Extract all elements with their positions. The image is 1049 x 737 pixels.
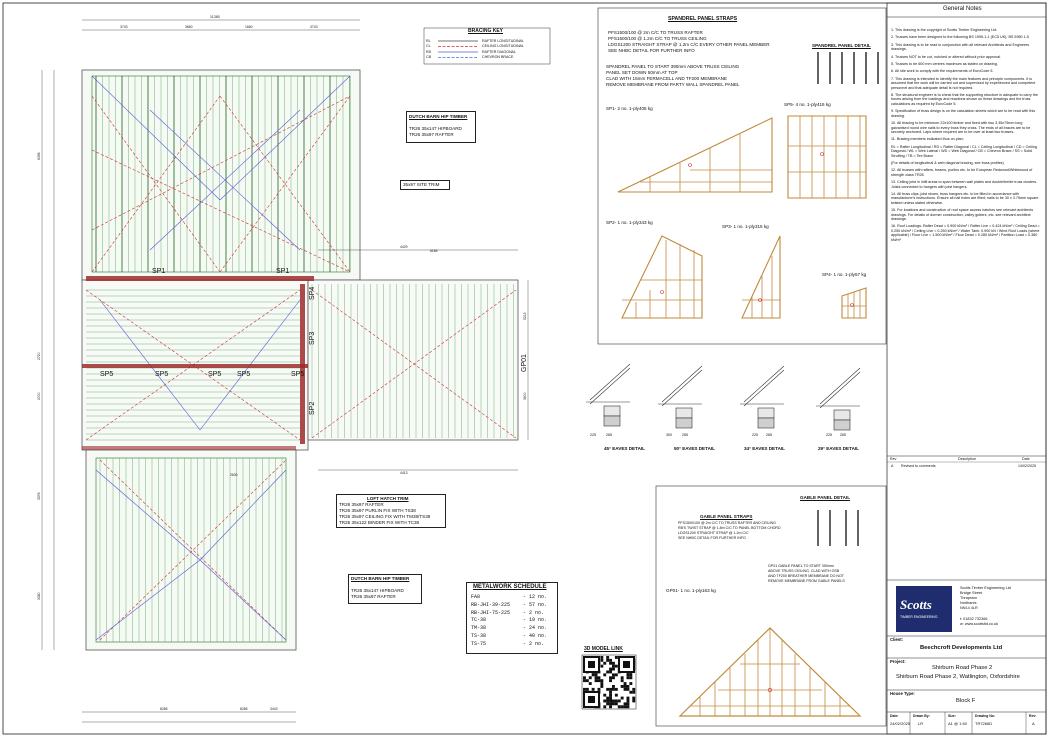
client-name: Beechcroft Developments Ltd	[920, 645, 1003, 651]
key-label: RAFTER LONGITUDINAL	[482, 38, 524, 43]
client-label: Client:	[890, 637, 904, 642]
project-line2: Shirburn Road Phase 2, Watlington, Oxfordshire	[896, 674, 1020, 680]
eaves-rafter	[744, 366, 784, 402]
drawn-value: LR	[918, 721, 924, 726]
metal-item: TS-38	[471, 633, 487, 639]
note-title: DUTCH BARN HIP TIMBER	[409, 114, 468, 119]
site-trim-label	[400, 180, 450, 190]
plan-label: SP1	[152, 268, 166, 275]
spandrel-note: SPANDREL PANEL TO START 390mm ABOVE TRUSS CEILING	[606, 64, 740, 69]
plan-label: 3743	[120, 25, 128, 29]
general-note-item: 4. Trusses NOT to be cut, notched or altered without prior approval.	[891, 54, 1001, 59]
strap-line: PFS1500/100 @ 1.2m C/C TO TRUSS CEILING	[608, 36, 707, 41]
eaves-dim: 300	[666, 433, 672, 437]
gable-strap-line: SEE NHBC DETAIL FOR FURTHER INFO	[678, 536, 746, 540]
note-line: TR26 35x97 RAFTER	[351, 594, 396, 599]
company-address	[960, 586, 1011, 627]
rev-cell: 14/02/2025	[1018, 464, 1036, 468]
metal-qty: - 40 no.	[523, 633, 548, 639]
key-code: CB	[426, 55, 431, 59]
note-line: TR26 35x147 HIPBOARD	[351, 588, 404, 593]
general-note-item: 2. Trusses have been designed to the following BS 1995-1-1 (EC5 UK), BS 5950 1-5	[891, 35, 1029, 40]
house-type-label: House Type:	[890, 691, 915, 696]
note-title: LOFT HATCH TRIM	[367, 496, 409, 501]
eaves-dim: 265	[840, 433, 846, 437]
plan-label: 3743	[310, 25, 318, 29]
plan-label: 3376	[37, 492, 41, 500]
key-code: RD	[426, 49, 432, 54]
eaves-dim: 225	[590, 433, 596, 437]
plan-label: 6185	[430, 249, 438, 253]
plan-label: 1660	[245, 25, 253, 29]
spandrel-note: REMOVE MEMBRANE FROM PARTY WALL SPANDREL PANEL	[606, 82, 740, 87]
size-label: Size:	[948, 714, 956, 718]
site-trim-text: 35x97 SITE TRIM	[403, 182, 440, 187]
metal-item: RB-JHI-75-225	[471, 609, 511, 616]
metal-qty: - 24 no.	[523, 625, 548, 632]
plan-label: 4429	[400, 245, 408, 249]
date-label: Date:	[890, 714, 899, 718]
plan-label: 3600	[523, 392, 527, 400]
drawing-no-label: Drawing No:	[975, 714, 995, 718]
note-line: TR26 35x97 RAFTER	[339, 502, 384, 507]
eaves-rafter	[590, 364, 630, 400]
size-value: A1 @ 1:50	[948, 721, 967, 726]
gable-note: GP01 GABLE PANEL TO START 390mm	[768, 564, 834, 568]
gable-straps-title: GABLE PANEL STRAPS	[700, 514, 753, 519]
general-note-item: 16. Roof Loadings: Rafter Dead = 0.900 kN/m² / Rafter Live = 0.424 kN/m² / Ceiling Dead = 0.250 kN/m² / Ceiling Live = 0.250 kN/m² / Water Tank: 0.900 kN / Wind Roof Loads (where applicable) / Floor Live = 1.500 kN/m² / Floor Dead = 0.280 kN/m² / Partition Load = 0.380 kN/m²	[891, 224, 1040, 242]
general-note-item: 9. Specification of truss design is on the calculation sheets which are to be read with this drawing.	[891, 109, 1036, 118]
spandrel-detail-title: SPANDREL PANEL DETAIL	[812, 43, 871, 48]
plan-label: SP5	[237, 371, 251, 378]
address-line: Bridge Street	[960, 591, 983, 595]
eaves-wallplate	[834, 410, 850, 420]
metal-qty: - 2 no.	[523, 609, 545, 616]
eaves-wallplate	[758, 408, 774, 418]
plan-label: 3660	[185, 25, 193, 29]
eaves-rafter	[744, 370, 784, 406]
panel-label-sp1: SP1- 2 no. 1-ply405 kg	[606, 106, 653, 111]
house-type: Block F	[956, 698, 976, 704]
note-line: TR26 35x147 HIPBOARD	[409, 126, 462, 131]
plan-label: 8285	[160, 707, 168, 711]
panel-label-sp4: SP4- 1 no. 1-ply57 kg	[822, 272, 867, 277]
gable-detail-title: GABLE PANEL DETAIL	[800, 495, 851, 500]
gable-strap-line: PFS1500/100 @ 2m C/C TO TRUSS RAFTER AND CEILING	[678, 521, 776, 525]
general-notes-list	[891, 28, 1041, 245]
strap-line: LDGS1200 STRAIGHT STRAP @ 1.2m C/C EVERY OTHER PANEL MEMBER	[608, 42, 770, 47]
rev-header: Description	[958, 457, 976, 461]
spandrel-note: PANEL SET DOWN 50mm AT TOP	[606, 70, 678, 75]
address-line: Northants	[960, 601, 977, 605]
eaves-rafter	[590, 368, 630, 404]
strap-line: SEE NHBC DETAIL FOR FURTHER INFO	[608, 48, 695, 53]
address-line: Thrapston	[960, 596, 978, 600]
gable-note: REMOVE MEMBRANE FROM GABLE PANELS	[768, 579, 845, 583]
general-note-item: 3. This drawing is to be read in conjunction with all relevant Architects and Engineers drawings.	[891, 42, 1030, 52]
rev-value: A	[1032, 721, 1035, 726]
model-link-label[interactable]: 3D MODEL LINK	[584, 646, 623, 652]
rev-header: Rev	[890, 457, 897, 461]
eaves-dim: 265	[682, 433, 688, 437]
company-web: w: www.scottsltd.co.uk	[960, 622, 998, 626]
company-tel: t: 01832 732366	[960, 617, 988, 621]
key-label: CEILING LONGITUDINAL	[482, 44, 524, 48]
panel-label-sp2: SP2- 1 no. 1-ply343 kg	[606, 220, 653, 225]
plan-label: 3443	[270, 707, 278, 711]
key-label: RAFTER DIAGONAL	[482, 49, 516, 54]
metalwork-schedule	[466, 582, 558, 654]
note-title: DUTCH BARN HIP TIMBER	[351, 576, 410, 581]
eaves-dim: 265	[766, 433, 772, 437]
rev-label: Rev:	[1029, 714, 1037, 718]
plan-label: 2720	[37, 352, 41, 360]
spandrel-straps-title: SPANDREL PANEL STRAPS	[668, 16, 738, 22]
eaves-rafter	[820, 372, 860, 408]
plan-label: SP5	[155, 371, 169, 378]
eaves-wall	[676, 418, 692, 428]
general-note-item: 5. Trusses to be 600 mm centres maximum as stated on drawing.	[891, 62, 998, 67]
spandrel-note: CLAD WITH 15mm FERMACELL AND TF200 MEMBRANE	[606, 76, 727, 81]
project-label: Project:	[890, 659, 906, 664]
eaves-label: 50° EAVES DETAIL	[674, 446, 715, 451]
key-label: CHEVRON BRACE	[482, 55, 514, 59]
drawn-label: Drawn By:	[913, 714, 930, 718]
general-note-item: 15. For locations and construction of roof space access hatches see relevant architects drawings. For details of dormer construction, valley gutters, etc. see relevant architect drawings.	[891, 208, 1034, 221]
key-code: RL	[426, 38, 431, 43]
plan-label: 11380	[210, 15, 220, 19]
plan-label: 2000	[37, 392, 41, 400]
metal-item: TM-38	[471, 625, 487, 632]
logo-subtext: TIMBER ENGINEERING	[900, 615, 938, 619]
plan-label: SP4	[309, 286, 316, 300]
panel-label-sp3: SP3- 1 no. 1-ply315 kg	[722, 224, 769, 229]
general-note-item: 7. This drawing is intended to identify the main features and principle components. It is assumed that the work will be carried out and supervised by experienced and competent personnel and that adequate detail is not required.	[891, 76, 1036, 90]
eaves-wall	[758, 418, 774, 428]
eaves-wallplate	[676, 408, 692, 418]
panel-label-sp5: SP5- 4 no. 1-ply416 kg	[784, 102, 831, 107]
note-line: TR26 35x122 BINDER FIX WITH TC38	[339, 520, 420, 525]
eaves-wallplate	[604, 406, 620, 416]
plan-label: SP1	[276, 268, 290, 275]
plan-label: 6356	[37, 152, 41, 160]
general-note-item: 12. All trusses with rafters, beams, purlins etc. to be European Redwood/Whitewood of strength class TR26	[891, 168, 1033, 177]
dutch-barn-hip-note-bottom	[348, 574, 422, 604]
metal-item: TC-38	[471, 617, 487, 624]
eaves-wall	[834, 420, 850, 430]
eaves-wall	[604, 416, 620, 426]
rev-cell: A	[891, 464, 894, 468]
metal-qty: - 2 no.	[523, 640, 545, 647]
general-note-item: 10. All bracing to be minimum 22x100 timber and fixed with two 3.35x75mm long galvanised round wire nails to every truss they cross. The ends of all braces are to be securely anchored. Laps where required are to be over at least two trusses.	[891, 121, 1031, 134]
panel-label-gp01: GP01- 1 no. 1-ply163 kg	[666, 588, 716, 593]
eaves-dim: 265	[606, 433, 612, 437]
eaves-label: 34° EAVES DETAIL	[744, 446, 785, 451]
general-note-item: 11. Bracing members indicated thus on plan:	[891, 137, 964, 142]
general-note-item: 8. The structural engineer is to check that the supporting structure is adequate to carry the forces arising from the loadings and reactions shown on these drawings and the truss calculations as required by EuroCode 5.	[891, 93, 1038, 106]
general-note-item: 14. All truss clips, joist shoes, truss hangers etc. to be fitted in accordance with manufacturer's instructions. Ensure all nail holes are filled; nails to be 30 x 3.75mm square twisted unless stated otherwise.	[891, 191, 1039, 205]
general-note-item: 13. Ceiling joist in infill areas to span between wall plates and double/treble truss clusters. Joists connected to hangers with joist hangers.	[891, 180, 1038, 189]
eaves-rafter	[662, 370, 702, 406]
eaves-rafter	[662, 366, 702, 402]
note-line: TR26 35x97 RAFTER	[409, 132, 454, 137]
note-line: TR26 35x97 PURLIN FIX WITH TS38	[339, 508, 416, 513]
date-value: 24/02/2025	[890, 721, 911, 726]
address-line: NN14 4LR	[960, 606, 978, 610]
plan-label: SP2	[309, 401, 316, 415]
general-note-item: 1. This drawing is the copyright of Scotts Timber Engineering Ltd.	[891, 28, 998, 32]
gable-strap-line: RB'S TWIST STRAP @ 1.8m C/C TO PANEL BOTTOM CHORD	[678, 526, 781, 530]
gable-note: ABOVE TRUSS CEILING. CLAD WITH OSB	[768, 569, 840, 573]
logo-text: Scotts	[900, 597, 932, 612]
metal-qty: - 12 no.	[523, 594, 548, 600]
plan-label: SP5	[208, 371, 222, 378]
plan-label: 4413	[400, 471, 408, 475]
bracing-key-title: BRACING KEY	[468, 28, 504, 34]
eaves-dim: 225	[826, 433, 832, 437]
general-note-item: 6. All site work to comply with the requirements of EuroCode 5.	[891, 69, 994, 74]
drawing-no-value: TR7266D	[975, 721, 993, 726]
plan-label: 5215	[523, 312, 527, 320]
eaves-dim: 225	[752, 433, 758, 437]
general-note-item: RL = Rafter Longitudinal / RD = Rafter Diagonal / CL = Ceiling Longitudinal / CD = Ceiling Diagonal / WL = Web Lateral / WD = Web Diagonal / CB = Chevron Brace / SS = Solid Strutting / TB = Tee Brace	[891, 144, 1037, 158]
plan-label: SP3	[309, 331, 316, 345]
eaves-label: 45° EAVES DETAIL	[604, 446, 645, 451]
metal-qty: - 57 no.	[523, 601, 548, 608]
metal-item: FA8	[471, 594, 481, 600]
eaves-label: 29° EAVES DETAIL	[818, 446, 859, 451]
plan-label: 2630	[230, 473, 238, 477]
gable-strap-line: LDGS1200 STRAIGHT STRAP @ 1.2m C/C	[678, 531, 749, 535]
rev-cell: Revised to comments	[901, 464, 936, 468]
note-line: TR26 35x97 CEILING FIX WITH TM38/TS38	[339, 514, 431, 519]
metal-qty: - 19 no.	[523, 617, 548, 624]
general-note-item: (For details of longitudinal & web diagonal bracing, see truss profiles)	[891, 160, 1004, 165]
general-notes-title: General Notes	[943, 6, 982, 12]
eaves-rafter	[820, 368, 860, 404]
rev-header: Date	[1022, 457, 1030, 461]
key-code: CL	[426, 44, 431, 48]
gable-note: AND TF200 BREATHER MEMBRANE DO NOT	[768, 574, 844, 578]
address-line: Scotts Timber Engineering Ltd	[960, 586, 1011, 590]
plan-label: 8285	[240, 707, 248, 711]
project-line1: Shirburn Road Phase 2	[932, 665, 993, 671]
plan-label: 3380	[37, 592, 41, 600]
plan-label: SP5	[100, 371, 114, 378]
metalwork-title: METALWORK SCHEDULE	[473, 584, 547, 590]
loft-hatch-trim-note	[336, 494, 446, 528]
dutch-barn-hip-note-top	[406, 111, 476, 143]
strap-line: PFS1500/100 @ 2m C/C TO TRUSS RAFTER	[608, 30, 703, 35]
metal-item: RB-JHI-39-225	[471, 601, 511, 608]
plan-label: SP5	[291, 371, 305, 378]
metal-item: TS-75	[471, 640, 487, 647]
plan-label: GP01	[521, 354, 528, 372]
